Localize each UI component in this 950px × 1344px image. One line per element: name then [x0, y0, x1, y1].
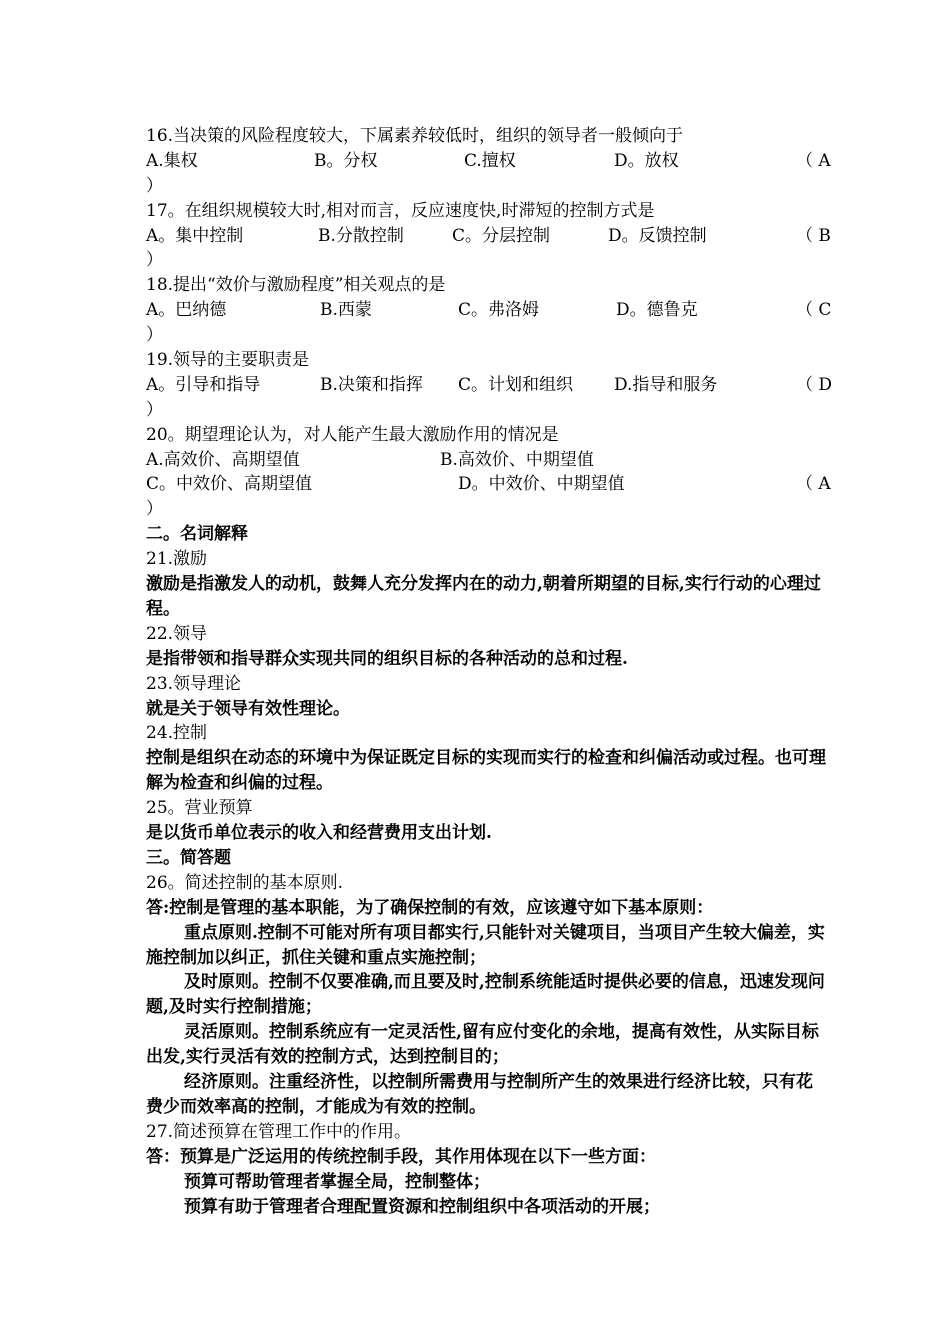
option-b: B.决策和指挥: [320, 374, 423, 395]
question-20-stem: 20。期望理论认为，对人能产生最大激励作用的情况是: [146, 424, 559, 445]
answer: （ A: [796, 150, 831, 171]
section-heading-short-answer: 三。简答题: [146, 847, 231, 868]
option-a: A.集权: [146, 150, 198, 171]
question-17-options: [146, 224, 831, 249]
principle-item: 及时原则。控制不仅要准确,而且要及时,控制系统能适时提供必要的信息，迅速发现问题,及时实行控制措施；: [146, 972, 825, 1018]
question-17-stem: 17。在组织规模较大时,相对而言，反应速度快,时滞短的控制方式是: [146, 200, 655, 221]
option-d: D。放权: [614, 150, 679, 171]
option-d: D。中效价、中期望值: [458, 474, 625, 495]
principle-item: 重点原则.控制不可能对所有项目都实行,只能针对关键项目，当项目产生较大偏差，实施控制加以纠正，抓住关键和重点实施控制；: [146, 922, 825, 968]
term-title: 25。营业预算: [146, 798, 253, 819]
answer: （ B: [796, 225, 831, 246]
question-27-title: 27.简述预算在管理工作中的作用。: [146, 1121, 412, 1142]
term-title: 23.领导理论: [146, 673, 242, 694]
principle-item: 经济原则。注重经济性，以控制所需费用与控制所产生的效果进行经济比较，只有花费少而效率高的控制，才能成为有效的控制。: [146, 1072, 813, 1117]
term-definition: 是指带领和指导群众实现共同的组织目标的各种活动的总和过程.: [146, 648, 628, 669]
question-19-options: [146, 373, 833, 398]
option-c: C。计划和组织: [458, 374, 574, 395]
term-definition: 控制是组织在动态的环境中为保证既定目标的实现而实行的检查和纠偏活动或过程。也可理解为检查和纠偏的过程。: [146, 748, 826, 794]
option-d: D.指导和服务: [614, 374, 718, 395]
option-b: B.高效价、中期望值: [440, 449, 594, 470]
answer: （ D: [796, 374, 833, 395]
option-b: B.西蒙: [320, 300, 372, 321]
question-16-stem: 16.当决策的风险程度较大，下属素养较低时，组织的领导者一般倾向于: [146, 126, 684, 146]
answer-close: ）: [146, 325, 163, 346]
principle-item: 灵活原则。控制系统应有一定灵活性,留有应付变化的余地，提高有效性，从实际目标出发,实行灵活有效的控制方式，达到控制目的；: [146, 1022, 819, 1068]
term-title: 24.控制: [146, 723, 208, 744]
question-19-stem: 19.领导的主要职责是: [146, 350, 310, 371]
term-definition: 是以货币单位表示的收入和经营费用支出计划.: [146, 823, 492, 844]
option-b: B.分散控制: [318, 225, 404, 246]
answer: （ A: [796, 474, 831, 495]
budget-role-item: 预算有助于管理者合理配置资源和控制组织中各项活动的开展；: [184, 1196, 660, 1217]
term-definition: 就是关于领导有效性理论。: [146, 698, 350, 719]
question-20-options-row1: [146, 448, 826, 473]
document-page: [146, 124, 833, 1219]
option-d: D。德鲁克: [616, 300, 698, 321]
term-title: 21.激励: [146, 549, 208, 570]
option-c: C。中效价、高期望值: [146, 474, 313, 495]
option-c: C.擅权: [464, 150, 516, 171]
option-c: C。弗洛姆: [458, 300, 540, 321]
section-heading-terms: 二。名词解释: [146, 524, 248, 545]
question-18-stem: 18.提出“效价与激励程度”相关观点的是: [146, 275, 446, 296]
answer-close: ）: [146, 499, 163, 520]
term-definition: 激励是指激发人的动机，鼓舞人充分发挥内在的动力,朝着所期望的目标,实行行动的心理过程。: [146, 574, 821, 619]
option-b: B。分权: [314, 150, 378, 171]
answer-close: ）: [146, 250, 163, 271]
answer-close: ）: [146, 399, 163, 420]
option-a: A.高效价、高期望值: [146, 449, 300, 470]
question-26-intro: 答:控制是管理的基本职能，为了确保控制的有效，应该遵守如下基本原则：: [146, 897, 714, 918]
answer: （ C: [796, 300, 832, 321]
option-a: A。引导和指导: [146, 374, 261, 395]
answer-close: ）: [146, 175, 163, 196]
question-20-options-row2: [146, 472, 831, 497]
option-a: A。巴纳德: [146, 300, 227, 321]
question-27-intro: 答：预算是广泛运用的传统控制手段，其作用体现在以下一些方面：: [146, 1146, 656, 1167]
term-title: 22.领导: [146, 623, 208, 644]
question-26-title: 26。简述控制的基本原则.: [146, 872, 344, 893]
question-18-options: [146, 298, 832, 323]
option-a: A。集中控制: [146, 225, 244, 246]
budget-role-item: 预算可帮助管理者掌握全局，控制整体；: [184, 1171, 490, 1192]
question-16-options: [146, 149, 831, 174]
option-c: C。分层控制: [452, 225, 551, 246]
option-d: D。反馈控制: [608, 225, 707, 246]
